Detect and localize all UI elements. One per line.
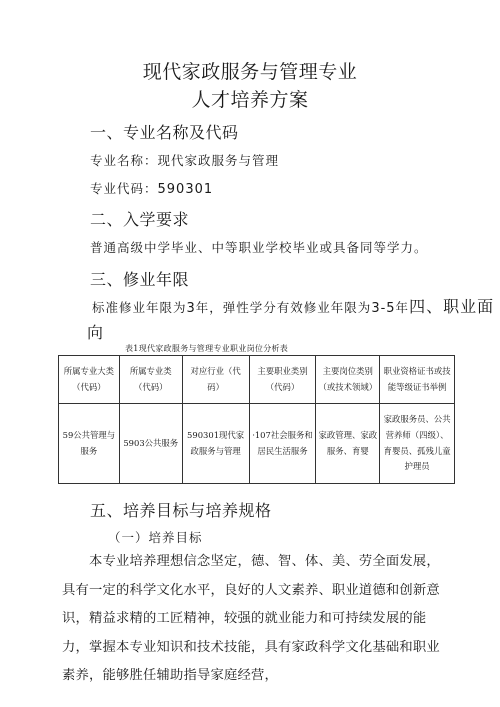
- section-2-heading: 二、入学要求: [90, 210, 190, 229]
- table-cell: 家政管理、家政服务、育婴: [316, 404, 380, 484]
- study-years-range: 3-5: [371, 301, 396, 316]
- table-header-row: [59, 356, 455, 404]
- table-header-cell: 所属专业大类（代码）: [59, 356, 120, 404]
- study-years-text-a: 标准修业年限为: [92, 300, 187, 315]
- table-header-cell: 职业资格证书或技能等级证书举例: [380, 356, 455, 404]
- table-cell: 590301现代家政服务与管理: [182, 404, 249, 484]
- job-analysis-table: [58, 355, 455, 484]
- major-code-value: 590301: [157, 182, 214, 197]
- table-header-cell: 主要岗位类别（或技术领域）: [316, 356, 380, 404]
- section-1-heading: 一、专业名称及代码: [90, 123, 239, 142]
- major-name-label: 专业名称：: [90, 153, 158, 168]
- table-header-cell: 所属专业类（代码）: [119, 356, 182, 404]
- table-cell: ·107社会服务和居民生活服务: [249, 404, 316, 484]
- major-name-line: [90, 151, 279, 169]
- table-cell: 家政服务员、公共营养师（四级）、育婴员、孤残儿童护理员: [380, 404, 455, 484]
- study-years-text-c: 年: [395, 300, 410, 315]
- major-code-line: [90, 179, 213, 197]
- section-4-heading-part-a: 四、职业面: [409, 297, 495, 316]
- table-header-cell: 对应行业（代码）: [182, 356, 249, 404]
- admission-text: 普通高级中学毕业、中等职业学校毕业或具备同等学力。: [90, 240, 428, 255]
- section-5-subheading: （一）培养目标: [108, 530, 203, 545]
- study-years-text-b: 年，弹性学分有效修业年限为: [195, 300, 372, 315]
- study-years-value: 3: [186, 301, 196, 316]
- table-cell: 5903公共服务: [119, 404, 182, 484]
- section-3-heading: 三、修业年限: [90, 270, 190, 289]
- major-name-value: 现代家政服务与管理: [157, 153, 280, 168]
- table-cell: 59公共管理与服务: [59, 404, 120, 484]
- section-5-heading: 五、培养目标与培养规格: [90, 501, 272, 520]
- title-line-1: 现代家政服务与管理专业: [142, 61, 358, 83]
- major-code-label: 专业代码：: [90, 181, 158, 196]
- training-goal-paragraph: 本专业培养理想信念坚定，德、智、体、美、劳全面发展，具有一定的科学文化水平，良好的人文素养、职业道德和创新意识，精益求精的工匠精神，较强的就业能力和可持续发展的能力，掌握本专业知识和技术技能，具有家政科学文化基础和职业素养，能够胜任辅助指导家庭经营，: [62, 554, 440, 684]
- study-years-line: [92, 294, 494, 317]
- table-caption: 表1现代家政服务与管理专业职业岗位分析表: [125, 344, 289, 353]
- table-row: [59, 404, 455, 484]
- title-line-2: 人才培养方案: [191, 89, 309, 111]
- section-4-heading-part-b: 向: [87, 323, 104, 342]
- table-header-cell: 主要职业类别（代码）: [249, 356, 316, 404]
